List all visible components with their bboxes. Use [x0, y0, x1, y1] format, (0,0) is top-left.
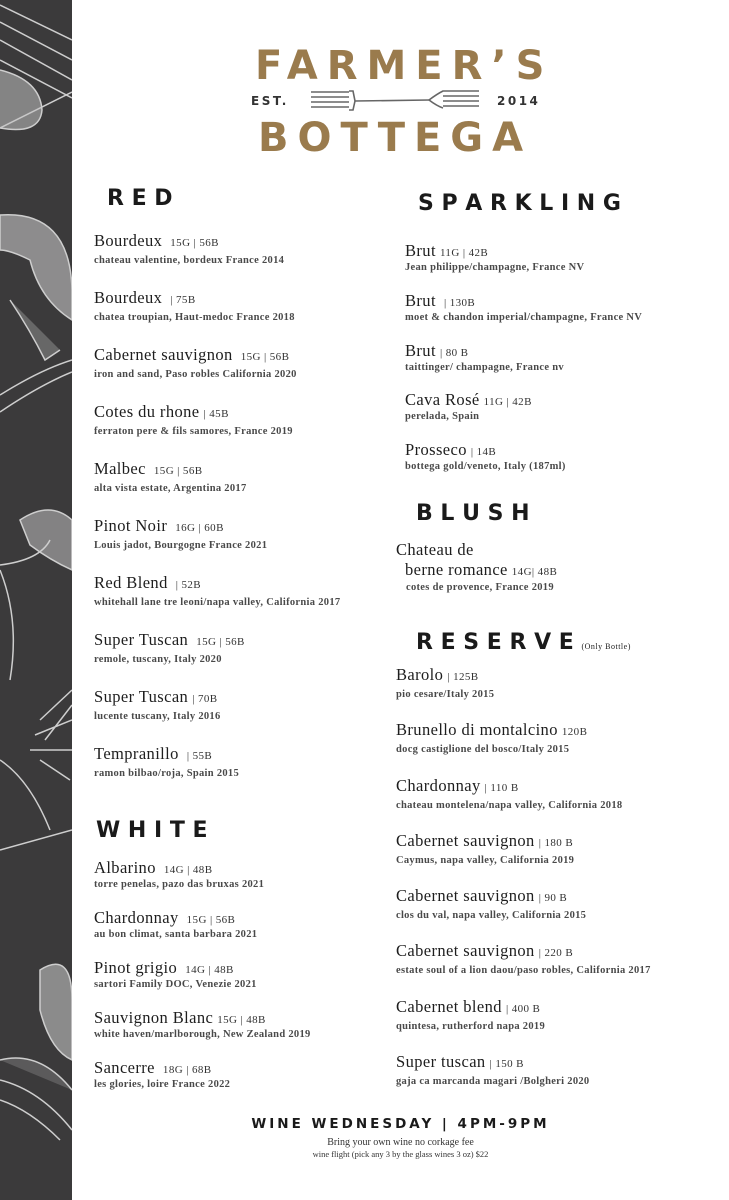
wine-price: | 80 B	[439, 347, 469, 359]
wine-description: lucente tuscany, Italy 2016	[94, 711, 221, 722]
decorative-strip	[0, 0, 72, 1200]
wine-description: cotes de provence, France 2019	[406, 582, 554, 593]
list-item	[94, 516, 267, 551]
wine-description: au bon climat, santa barbara 2021	[94, 929, 258, 940]
list-item	[405, 341, 564, 373]
wine-price: 15G | 56B	[170, 237, 219, 249]
wine-description: taittinger/ champagne, France nv	[405, 362, 564, 373]
corkage-note: Bring your own wine no corkage fee	[327, 1137, 474, 1148]
wine-name: Cotes du rhone	[94, 402, 200, 421]
wine-price: | 180 B	[538, 837, 574, 849]
wine-description: pio cesare/Italy 2015	[396, 689, 495, 700]
wine-price: 11G | 42B	[483, 396, 532, 408]
wine-name: Cabernet sauvignon	[396, 831, 535, 850]
wine-wednesday-title: WINE WEDNESDAY | 4PM-9PM	[251, 1116, 550, 1132]
wine-description: perelada, Spain	[405, 411, 480, 422]
wine-price: | 45B	[203, 408, 229, 420]
list-item	[94, 459, 247, 494]
logo-est: EST.	[251, 94, 289, 108]
section-title-white: W H I T E	[96, 818, 208, 843]
wine-description: moet & chandon imperial/champagne, France NV	[405, 312, 643, 323]
wine-price: 15G | 56B	[186, 914, 236, 926]
list-item	[396, 941, 651, 976]
wine-price: | 220 B	[538, 947, 574, 959]
list-item	[94, 402, 293, 437]
list-item	[405, 291, 642, 323]
logo-year: 2014	[497, 94, 541, 108]
wine-name: Red Blend	[94, 573, 168, 592]
wine-name: Malbec	[94, 459, 146, 478]
wine-price: | 400 B	[505, 1003, 541, 1015]
section-title-sparkling: S P A R K L I N G	[418, 191, 621, 216]
wine-name: Cava Rosé	[405, 390, 480, 409]
list-item	[396, 1052, 589, 1087]
list-item	[94, 231, 284, 266]
wine-description: chateau valentine, bordeux France 2014	[94, 255, 285, 266]
wine-price: 15G | 56B	[240, 351, 290, 363]
section-title-reserve	[416, 630, 631, 660]
wine-description: docg castiglione del bosco/Italy 2015	[396, 744, 570, 755]
list-item	[94, 687, 221, 722]
wine-description: Jean philippe/champagne, France NV	[405, 262, 585, 273]
wine-name: Cabernet sauvignon	[94, 345, 233, 364]
wine-name: Super Tuscan	[94, 687, 189, 706]
wine-price: 120B	[561, 726, 588, 738]
wine-price: 11G | 42B	[439, 247, 489, 259]
wine-name: Albarino	[94, 858, 156, 877]
wine-name: Brut	[405, 241, 436, 260]
wine-price: 16G | 60B	[175, 522, 224, 534]
list-item	[405, 440, 566, 472]
wine-price: | 14B	[470, 446, 497, 458]
wine-description: remole, tuscany, Italy 2020	[94, 654, 222, 665]
wine-price: | 130B	[443, 297, 476, 309]
wine-name: Chardonnay	[94, 908, 179, 927]
wine-price: 18G | 68B	[162, 1064, 212, 1076]
wine-name: Chardonnay	[396, 776, 481, 795]
reserve-note: (Only Bottle)	[581, 642, 631, 651]
wine-name: Brut	[405, 291, 436, 310]
section-title-blush: B L U S H	[416, 501, 530, 526]
wine-price: | 70B	[192, 693, 218, 705]
crossed-forks-icon	[309, 88, 481, 114]
wine-description: chateau montelena/napa valley, California 2018	[396, 800, 623, 811]
wine-description: estate soul of a lion daou/paso robles, California 2017	[396, 965, 651, 976]
list-item	[94, 1058, 230, 1090]
wine-price: 15G | 56B	[153, 465, 203, 477]
list-item	[94, 858, 264, 890]
wine-price: 14G | 48B	[185, 964, 234, 976]
wine-name: Pinot Noir	[94, 516, 168, 535]
list-item	[396, 997, 545, 1032]
list-item	[396, 720, 587, 755]
wine-price: 14G | 48B	[163, 864, 213, 876]
list-item	[405, 390, 532, 422]
list-item	[396, 665, 494, 700]
list-item	[94, 345, 297, 380]
list-item	[94, 288, 295, 323]
list-item	[396, 776, 622, 811]
list-item	[94, 1008, 311, 1040]
wine-price: | 75B	[170, 294, 196, 306]
list-item	[94, 958, 257, 990]
list-item	[396, 540, 557, 593]
list-item	[396, 886, 586, 921]
wine-price: | 52B	[175, 579, 202, 591]
wine-price: | 110 B	[484, 782, 519, 794]
wine-name: Super Tuscan	[94, 630, 189, 649]
wine-price: | 55B	[186, 750, 213, 762]
wine-name: Sauvignon Blanc	[94, 1008, 214, 1027]
wine-description: les glories, loire France 2022	[94, 1079, 231, 1090]
wine-name: Tempranillo	[94, 744, 179, 763]
wine-description: ferraton pere & fils samores, France 2019	[94, 426, 293, 437]
wine-name: Pinot grigio	[94, 958, 178, 977]
wine-description: iron and sand, Paso robles California 2020	[94, 369, 297, 380]
wine-price: 15G | 48B	[217, 1014, 266, 1026]
wine-description: bottega gold/veneto, Italy (187ml)	[405, 461, 566, 472]
list-item	[405, 241, 584, 273]
wine-name: Cabernet sauvignon	[396, 886, 535, 905]
wine-name-line2: berne romance	[405, 560, 508, 579]
wine-description: gaja ca marcanda magari /Bolgheri 2020	[396, 1076, 590, 1087]
wine-name: Barolo	[396, 665, 444, 684]
engraving-illustration-icon	[0, 0, 72, 1200]
wine-description: clos du val, napa valley, California 2015	[396, 910, 587, 921]
wine-description: Caymus, napa valley, California 2019	[396, 855, 575, 866]
wine-description: whitehall lane tre leoni/napa valley, California 2017	[94, 597, 341, 608]
wine-name: Bourdeux	[94, 288, 163, 307]
logo-bottega: BOTTEGA	[258, 115, 533, 161]
wine-price: 15G | 56B	[196, 636, 245, 648]
wine-description: white haven/marlborough, New Zealand 2019	[94, 1029, 311, 1040]
wine-description: torre penelas, pazo das bruxas 2021	[94, 879, 265, 890]
list-item	[94, 573, 340, 608]
footer	[72, 1116, 729, 1159]
logo-farmers: FARMER’S	[255, 43, 554, 89]
wine-name: Sancerre	[94, 1058, 155, 1077]
section-title-red: R E D	[107, 186, 173, 211]
wine-name: Prosseco	[405, 440, 467, 459]
wine-price: | 90 B	[538, 892, 568, 904]
list-item	[94, 744, 239, 779]
wine-price: 14G| 48B	[511, 566, 558, 578]
wine-description: ramon bilbao/roja, Spain 2015	[94, 768, 240, 779]
reserve-title-text: R E S E R V E	[416, 630, 574, 655]
wine-description: sartori Family DOC, Venezie 2021	[94, 979, 257, 990]
wine-name: Cabernet blend	[396, 997, 502, 1016]
wine-name-line1: Chateau de	[396, 540, 474, 559]
wine-name: Bourdeux	[94, 231, 163, 250]
wine-description: chatea troupian, Haut-medoc France 2018	[94, 312, 295, 323]
wine-price: | 125B	[447, 671, 479, 683]
list-item	[396, 831, 574, 866]
wine-name: Super tuscan	[396, 1052, 486, 1071]
list-item	[94, 908, 257, 940]
wine-description: quintesa, rutherford napa 2019	[396, 1021, 546, 1032]
wine-description: alta vista estate, Argentina 2017	[94, 483, 247, 494]
wine-flight-note: wine flight (pick any 3 by the glass wines 3 oz) $22	[312, 1149, 489, 1159]
wine-name: Cabernet sauvignon	[396, 941, 535, 960]
wine-name: Brut	[405, 341, 436, 360]
wine-name: Brunello di montalcino	[396, 720, 558, 739]
wine-price: | 150 B	[489, 1058, 524, 1070]
list-item	[94, 630, 245, 665]
wine-description: Louis jadot, Bourgogne France 2021	[94, 540, 268, 551]
